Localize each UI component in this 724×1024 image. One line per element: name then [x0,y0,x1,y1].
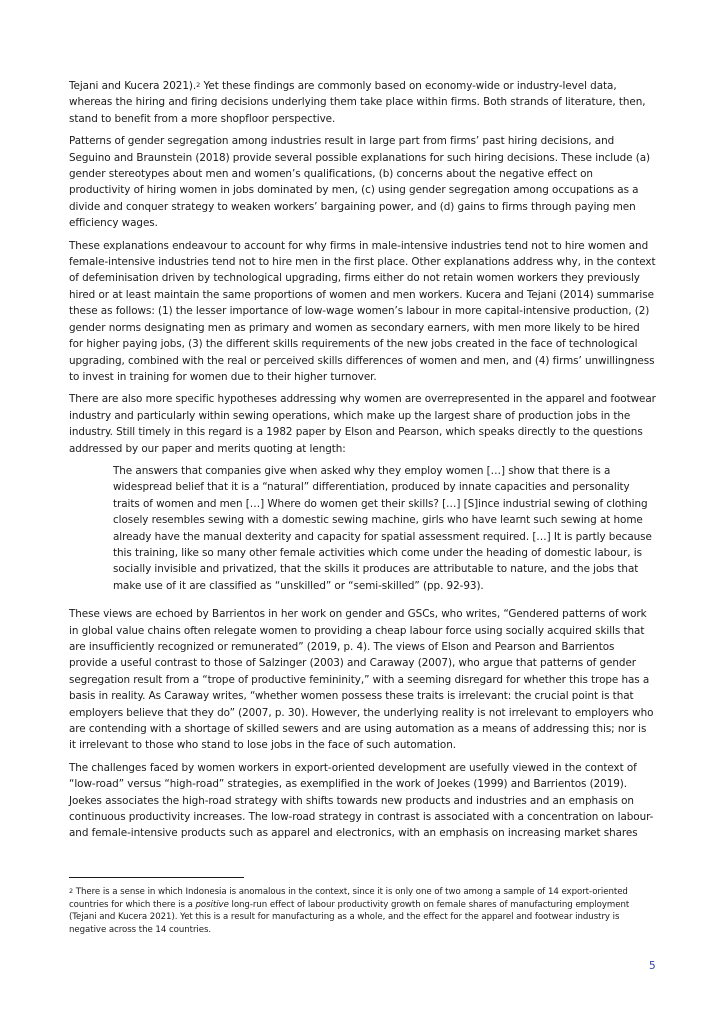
paragraph-6: The challenges faced by women workers in export-oriented development are usefully viewed in the context of “low-road” versus “high-road” strategies, as exemplified in the work of Joekes (1999) and Barrientos (2019). Joekes associates the high-road strategy with shifts towards new products and industries and an emphasis on continuous productivity increases. The low-road strategy in contrast is associated with a concentration on labour- and female-intensive products such as apparel and electronics, with an emphasis on increasing market shares [69,761,654,840]
page-number: 5 [649,960,656,972]
paragraph-3: These explanations endeavour to account for why firms in male-intensive industries tend not to hire women and female-intensive industries tend not to hire men in the first place. Other explanations address why, in the context of defeminisation driven by technological upgrading, firms either do not retain women workers they previously hired or at least maintain the same proportions of women and men workers. Kucera and Tejani (2014) summarise these as follows: (1) the lesser importance of low-wage women’s labour in more capital-intensive production, (2) gender norms designating men as primary and women as secondary earners, with men more likely to be hired for higher paying jobs, (3) the different skills requirements of the new jobs created in the face of technological upgrading, combined with the real or perceived skills differences of women and men, and (4) firms’ unwillingness to invest in training for women due to their higher turnover. [69,239,656,383]
footnote: $^2$ There is a sense in which Indonesia is anomalous in the context, since it is only one of two among a sample of 14 export-oriented countries for which there is a positive long-run effect of labour productivity growth on female shares of manufacturing employment (Tejani and Kucera 2021). Yet this is a result for manufacturing as a whole, and the effect for the apparel and footwear industry is negative across the 14 countries. [69,887,630,935]
block-quote: The answers that companies give when asked why they employ women […] show that there is a widespread belief that it is a “natural” differentiation, produced by innate capacities and personality traits of women and men […] Where do women get their skills? […] [S]ince industrial sewing of clothing closely resembles sewing with a domestic sewing machine, girls who have learnt such sewing at home already have the manual dexterity and capacity for spatial assessment required. […] It is partly because this training, like so many other female activities which come under the heading of domestic labour, is socially invisible and privatized, that the skills it produces are attributable to nature, and the jobs that make use of it are classified as “unskilled” or “semi-skilled” (pp. 92-93). [113,464,652,592]
paragraph-4: There are also more specific hypotheses addressing why women are overrepresented in the apparel and footwear industry and particularly within sewing operations, which make up the largest share of production jobs in the industry. Still timely in this regard is a 1982 paper by Elson and Pearson, which speaks directly to the questions addressed by our paper and merits quoting at length: [69,393,656,455]
paragraph-5: These views are echoed by Barrientos in her work on gender and GSCs, who writes, “Gendered patterns of work in global value chains often relegate women to providing a cheap labour force using socially acquired skills that are insufficiently recognized or remunerated” (2019, p. 4). The views of Elson and Pearson and Barrientos provide a useful contrast to those of Salzinger (2003) and Caraway (2007), who argue that patterns of gender segregation result from a “trope of productive femininity,” with a seeming disregard for whether this trope has a basis in reality. As Caraway writes, “whether women possess these traits is irrelevant: the crucial point is that employers believe that they do” (2007, p. 30). However, the underlying reality is not irrelevant to employers who are contending with a shortage of skilled sewers and are using automation as a means of addressing this; nor is it irrelevant to those who stand to lose jobs in the face of such automation. [69,608,654,752]
paragraph-2: Patterns of gender segregation among industries result in large part from firms’ past hiring decisions, and Seguino and Braunstein (2018) provide several possible explanations for such hiring decisions. These include (a) gender stereotypes about men and women’s qualifications, (b) concerns about the negative effect on productivity of hiring women in jobs dominated by men, (c) using gender segregation among occupations as a divide and conquer strategy to weaken workers’ bargaining power, and (d) gains to firms through paying men efficiency wages. [69,135,651,230]
footnote-marker: 2 [69,887,74,895]
footnote-divider [69,877,244,878]
paragraph-1: Tejani and Kucera 2021).$^2$ Yet these findings are commonly based on economy-wide or industry-level data, whereas the hiring and firing decisions underlying them take place within firms. Both strands of literature, then, stand to benefit from a more shopfloor perspective. [69,80,646,125]
footnote-reference[interactable]: 2 [196,81,201,89]
main-text [69,78,656,848]
